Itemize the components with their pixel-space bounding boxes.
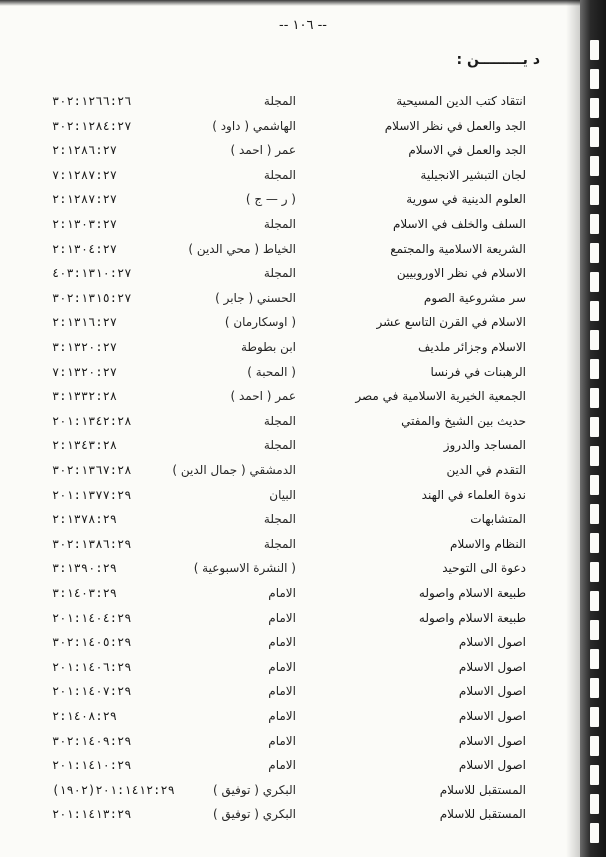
index-entry-row xyxy=(0,584,606,608)
entry-reference: ٣٠٢:١٤٠٩:٢٩ xyxy=(52,733,132,748)
index-entry-row xyxy=(0,486,606,510)
entry-author: الامام xyxy=(268,635,296,650)
index-entry-row xyxy=(0,559,606,583)
entry-title: اصول الاسلام xyxy=(458,659,526,674)
entry-title: العلوم الدينية في سورية xyxy=(406,192,526,207)
entry-title: طبيعة الاسلام واصوله xyxy=(418,586,526,600)
section-title: د يـــــــــن : xyxy=(456,52,540,68)
entry-reference: ٣٠٢:١٤٠٥:٢٩ xyxy=(52,635,132,650)
entry-title: اصول الاسلام xyxy=(458,684,526,699)
entry-reference: ٣:١٣٩٠:٢٩ xyxy=(52,561,118,576)
index-entry-row xyxy=(0,338,606,362)
entry-reference: ٢:١٤٠٨:٢٩ xyxy=(52,709,118,723)
entry-title: النظام والاسلام xyxy=(450,536,526,551)
index-entry-row xyxy=(0,412,606,436)
entry-author: المجلة xyxy=(263,413,296,428)
entry-title: ندوة العلماء في الهند xyxy=(421,487,526,502)
entry-author: الامام xyxy=(268,610,296,625)
index-entry-row xyxy=(0,117,606,141)
entry-reference: ٤٠٣:١٣١٠:٢٧ xyxy=(52,266,132,281)
entry-reference: ٣:١٤٠٣:٢٩ xyxy=(52,586,118,600)
entry-title: الاسلام في القرن التاسع عشر xyxy=(376,315,526,330)
index-entry-row xyxy=(0,633,606,657)
entry-reference: ٢٠١:١٤١٠:٢٩ xyxy=(52,758,132,773)
entry-reference: ٢:١٣٠٤:٢٧ xyxy=(52,241,118,256)
entry-title: الاسلام وجزائر ملديف xyxy=(417,340,526,354)
entry-author: الامام xyxy=(268,758,296,773)
entry-title: الجد والعمل في الاسلام xyxy=(408,143,526,158)
index-entry-row xyxy=(0,289,606,313)
entry-reference: ٣:١٣٣٢:٢٨ xyxy=(52,389,118,404)
entry-author: ابن بطوطة xyxy=(241,340,296,354)
entry-reference: ٢٠١:١٤٠٦:٢٩ xyxy=(52,659,132,674)
entry-title: حديث بين الشيخ والمفتي xyxy=(401,413,526,428)
index-entry-row xyxy=(0,805,606,829)
entry-title: دعوة الى التوحيد xyxy=(442,561,526,576)
index-entry-row xyxy=(0,190,606,214)
entry-author: الخياط ( محي الدين ) xyxy=(188,241,296,256)
entry-title: اصول الاسلام xyxy=(458,733,526,748)
index-entry-row xyxy=(0,756,606,780)
entry-title: اصول الاسلام xyxy=(458,758,526,773)
index-entry-row xyxy=(0,240,606,264)
entry-author: المجلة xyxy=(263,512,296,527)
entry-title: التقدم في الدين xyxy=(446,463,526,477)
entry-reference: ٣:١٣٢٠:٢٧ xyxy=(52,340,118,354)
index-entry-row xyxy=(0,535,606,559)
entry-reference: ٣٠٢:١٢٦٦:٢٦ xyxy=(52,94,132,108)
entry-author: المجلة xyxy=(263,217,296,231)
entry-title: الاسلام في نظر الاوروبيين xyxy=(396,266,526,281)
index-entry-row xyxy=(0,732,606,756)
index-entry-row xyxy=(0,461,606,485)
entry-reference: ٧:١٢٨٧:٢٧ xyxy=(52,167,118,182)
entry-reference: ٢:١٣٠٣:٢٧ xyxy=(52,217,118,231)
entry-title: الرهبنات في فرنسا xyxy=(430,364,526,379)
index-entry-row xyxy=(0,510,606,534)
entry-author: الامام xyxy=(268,709,296,723)
entry-author: البكري ( توفيق ) xyxy=(213,782,296,797)
entry-title: سر مشروعية الصوم xyxy=(423,290,526,305)
index-entry-row xyxy=(0,215,606,239)
entry-reference: ٢٠١:١٤٠٤:٢٩ xyxy=(52,610,132,625)
entry-title: الجد والعمل في نظر الاسلام xyxy=(384,118,526,133)
index-entry-row xyxy=(0,658,606,682)
entry-title: المساجد والدروز xyxy=(443,438,526,453)
entry-reference: ٣٠٢:١٣٦٧:٢٨ xyxy=(52,463,132,477)
entry-author: عمر ( احمد ) xyxy=(230,389,296,404)
entry-author: المجلة xyxy=(263,438,296,453)
entry-title: المستقبل للاسلام xyxy=(439,807,526,822)
index-entry-row xyxy=(0,264,606,288)
entry-reference: ٢٠١:١٣٤٢:٢٨ xyxy=(52,413,132,428)
entry-author: المجلة xyxy=(263,94,296,108)
entry-author: ( النشرة الاسبوعية ) xyxy=(193,561,296,576)
entry-reference: ٣٠٢:١٣١٥:٢٧ xyxy=(52,290,132,305)
entry-reference: ٢:١٢٨٧:٢٧ xyxy=(52,192,118,207)
entry-author: الامام xyxy=(268,733,296,748)
index-entry-row xyxy=(0,387,606,411)
entry-reference: ٢٠١:١٣٧٧:٢٩ xyxy=(52,487,132,502)
entry-reference: ٢٠١:١٤١٣:٢٩ xyxy=(52,807,132,822)
entry-author: الامام xyxy=(268,659,296,674)
index-entry-row xyxy=(0,313,606,337)
entry-author: البيان xyxy=(269,487,296,502)
index-entry-row xyxy=(0,92,606,116)
entry-title: السلف والخلف في الاسلام xyxy=(392,217,526,231)
entry-author: المجلة xyxy=(263,266,296,281)
entry-title: اصول الاسلام xyxy=(458,709,526,723)
index-entry-row xyxy=(0,781,606,805)
index-entry-row xyxy=(0,166,606,190)
entry-author: الامام xyxy=(268,586,296,600)
entry-reference: ٣٠٢:١٣٨٦:٢٩ xyxy=(52,536,132,551)
entry-reference: ٢:١٣١٦:٢٧ xyxy=(52,315,118,330)
entry-author: ( اوسكارمان ) xyxy=(224,315,296,330)
entry-author: الامام xyxy=(268,684,296,699)
entry-reference: ٢:١٣٧٨:٢٩ xyxy=(52,512,118,527)
index-entry-row xyxy=(0,141,606,165)
entry-reference: ٢٠١:١٤١٢:٢٩(١٩٠٢) xyxy=(52,782,175,797)
entry-title: اصول الاسلام xyxy=(458,635,526,650)
entry-title: طبيعة الاسلام واصوله xyxy=(418,610,526,625)
entry-author: الهاشمي ( داود ) xyxy=(212,118,296,133)
index-entry-row xyxy=(0,707,606,731)
entry-author: المجلة xyxy=(263,536,296,551)
entry-title: الجمعية الخيرية الاسلامية في مصر xyxy=(355,389,526,404)
entry-title: المتشابهات xyxy=(470,512,526,527)
page-number: -- ١٠٦ -- xyxy=(279,18,327,33)
entry-title: انتقاد كتب الدين المسيحية xyxy=(396,94,526,108)
entry-author: الدمشقي ( جمال الدين ) xyxy=(172,463,296,477)
index-entry-row xyxy=(0,609,606,633)
entry-title: الشريعة الاسلامية والمجتمع xyxy=(390,241,526,256)
entry-reference: ٢:١٣٤٣:٢٨ xyxy=(52,438,118,453)
entry-author: ( ر — ج ) xyxy=(245,192,296,207)
entry-author: عمر ( احمد ) xyxy=(230,143,296,158)
entry-author: البكري ( توفيق ) xyxy=(213,807,296,822)
entry-reference: ٣٠٢:١٢٨٤:٢٧ xyxy=(52,118,132,133)
index-entry-row xyxy=(0,682,606,706)
entry-title: لجان التبشير الانجيلية xyxy=(420,167,526,182)
entry-author: المجلة xyxy=(263,167,296,182)
entry-author: الحسني ( جابر ) xyxy=(215,290,296,305)
entry-title: المستقبل للاسلام xyxy=(439,782,526,797)
entry-reference: ٢٠١:١٤٠٧:٢٩ xyxy=(52,684,132,699)
entry-author: ( المحبة ) xyxy=(247,364,296,379)
entry-reference: ٢:١٢٨٦:٢٧ xyxy=(52,143,118,158)
entry-reference: ٧:١٣٢٠:٢٧ xyxy=(52,364,118,379)
index-entry-row xyxy=(0,363,606,387)
index-entry-row xyxy=(0,436,606,460)
